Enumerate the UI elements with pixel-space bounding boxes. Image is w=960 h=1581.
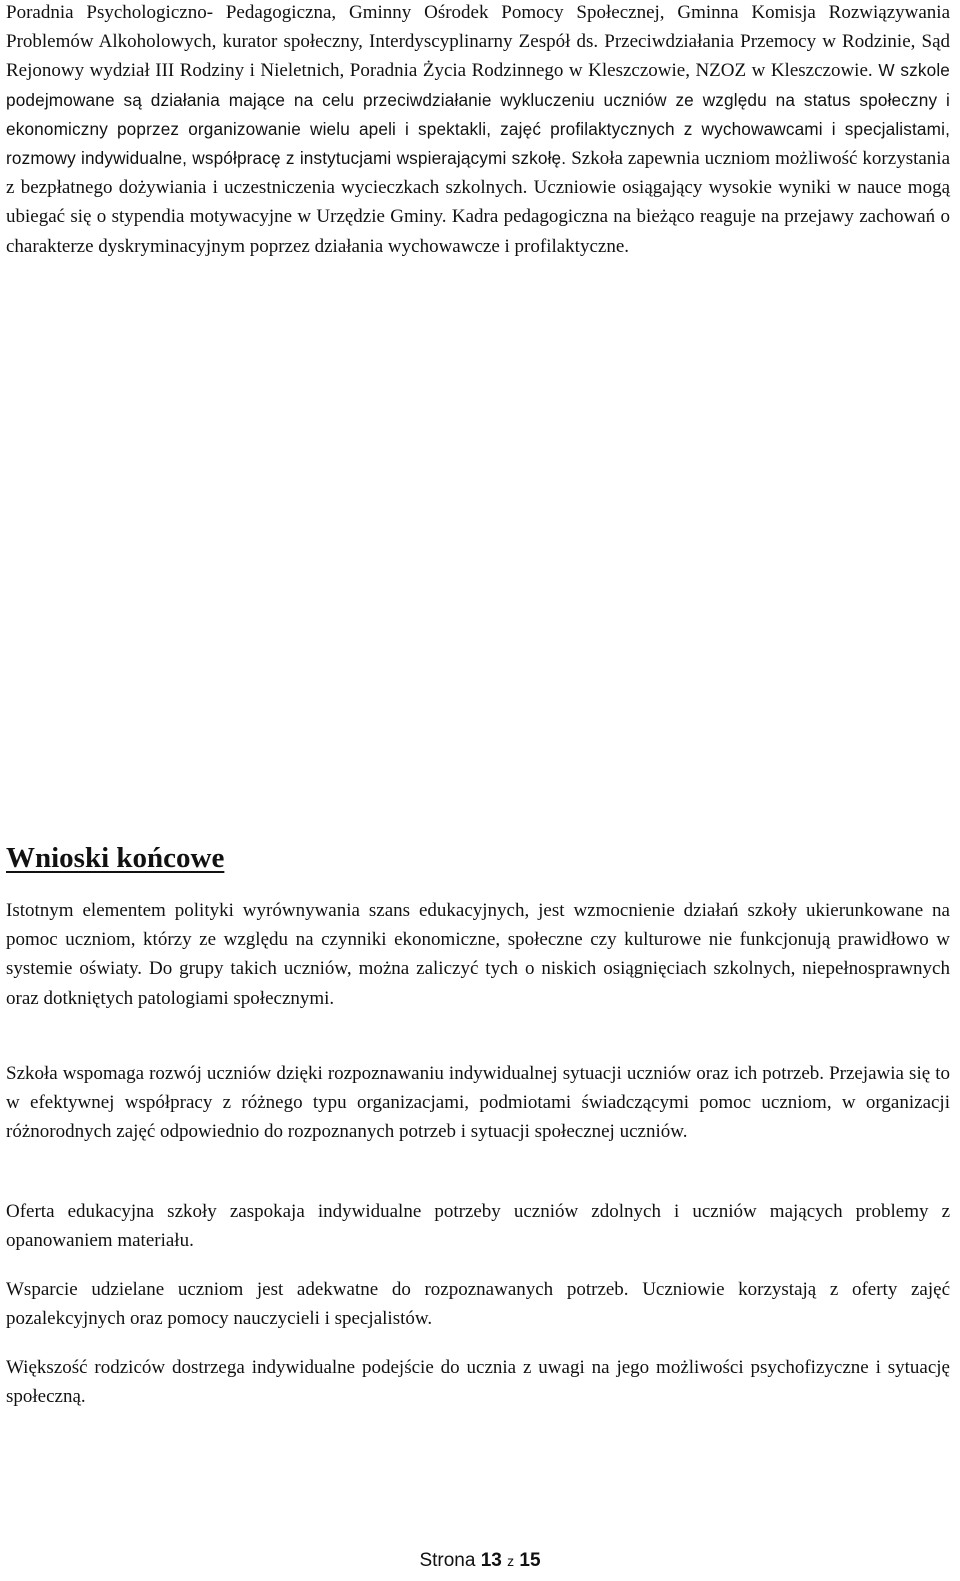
- conclusion-paragraph-4: Wsparcie udzielane uczniom jest adekwatne do rozpoznawanych potrzeb. Uczniowie korzystają z oferty zajęć pozalekcyjnych oraz pomocy nauczycieli i specjalistów.: [6, 1279, 950, 1330]
- text-staff-response: Kadra pedagogiczna na bieżąco reaguje na przejawy zachowań o charakterze dyskryminacyjnym poprzez działania wychowawcze i profilaktyczne.: [6, 206, 950, 257]
- text-free-meals: Szkoła zapewnia uczniom możliwość korzystania z bezpłatnego dożywiania i uczestniczenia wycieczkach szkolnych.: [6, 148, 951, 199]
- page-footer: [0, 1549, 960, 1573]
- footer-separator: z: [507, 1553, 515, 1569]
- section-heading: Wnioski końcowe: [6, 842, 225, 874]
- text-institutions: Poradnia Psychologiczno- Pedagogiczna, Gminny Ośrodek Pomocy Społecznej, Gminna Komisja Rozwiązywania Problemów Alkoholowych, kurator społeczny, Interdyscyplinarny Zespół ds. Przeciwdziałania Przemocy w Rodzinie, Sąd Rejonowy wydział III Rodziny i Nieletnich, Poradnia Życia Rodzinnego w Kleszczowie, NZOZ w Kleszczowie.: [6, 2, 950, 82]
- footer-total-pages: 15: [519, 1550, 541, 1571]
- text-school-actions: W szkole podejmowane są działania mające na celu przeciwdziałanie wykluczeniu uczniów ze względu na status społeczny i ekonomiczny poprzez organizowanie wielu apeli i spektakli, zajęć profilaktycznych z wychowawcami i specjalistami, rozmowy indywidualne, współpracę z instytucjami wspierającymi szkołę.: [6, 60, 951, 169]
- conclusion-paragraph-5: Większość rodziców dostrzega indywidualne podejście do ucznia z uwagi na jego możliwości psychofizyczne i sytuację społeczną.: [6, 1357, 950, 1408]
- footer-label: Strona: [419, 1550, 476, 1571]
- conclusion-paragraph-3: Oferta edukacyjna szkoły zaspokaja indywidualne potrzeby uczniów zdolnych i uczniów mających problemy z opanowaniem materiału.: [6, 1201, 950, 1252]
- paragraph-cooperation: [6, 0, 950, 261]
- conclusion-paragraph-2: Szkoła wspomaga rozwój uczniów dzięki rozpoznawaniu indywidualnej sytuacji uczniów oraz ich potrzeb. Przejawia się to w efektywnej współpracy z różnego typu organizacjami, podmiotami świadczącymi pomoc uczniom, w organizacji różnorodnych zajęć odpowiednio do rozpoznanych potrzeb i sytuacji społecznej uczniów.: [6, 1063, 950, 1143]
- text-scholarships: Uczniowie osiągający wysokie wyniki w nauce mogą ubiegać się o stypendia motywacyjne w Urzędzie Gminy.: [6, 177, 951, 228]
- conclusion-paragraph-1: Istotnym elementem polityki wyrównywania szans edukacyjnych, jest wzmocnienie działań szkoły ukierunkowane na pomoc uczniom, którzy ze względu na czynniki ekonomiczne, społeczne czy kulturowe nie funkcjonują prawidłowo w systemie oświaty. Do grupy takich uczniów, można zaliczyć tych o niskich osiągnięciach szkolnych, niepełnosprawnych oraz dotkniętych patologiami społecznymi.: [6, 900, 950, 1009]
- footer-current-page: 13: [480, 1550, 502, 1571]
